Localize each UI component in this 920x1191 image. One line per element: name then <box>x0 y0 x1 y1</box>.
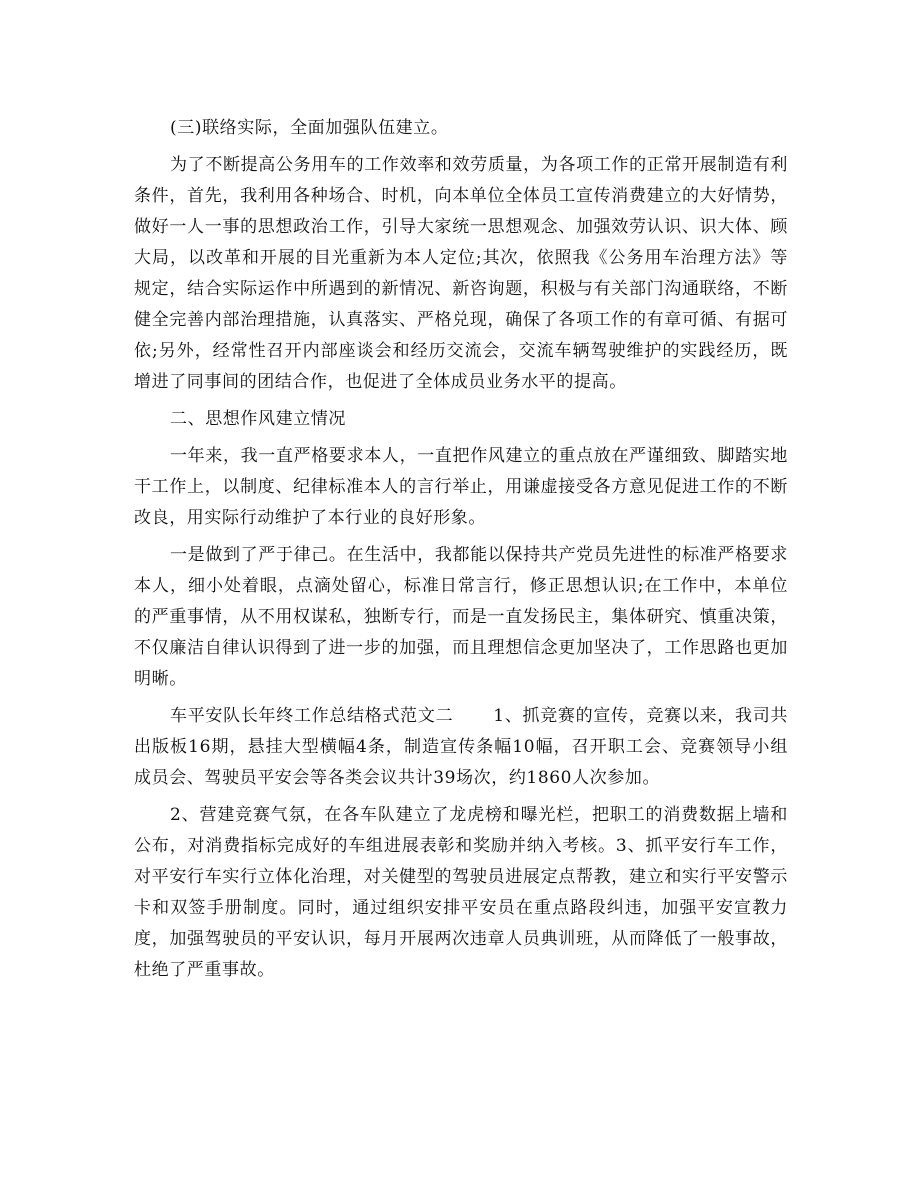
paragraph-self-discipline: 一是做到了严于律己。在生活中，我都能以保持共产党员先进性的标准严格要求本人，细小处着眼，点滴处留心，标准日常言行，修正思想认识;在工作中，本单位的严重事情，从不用权谋私，独断专行，而是一直发扬民主，集体研究、慎重决策，不仅廉洁自律认识得到了进一步的加强，而且理想信念更加坚决了，工作思路也更加明晰。 <box>134 545 788 689</box>
paragraph-team-building: 为了不断提高公务用车的工作效率和效劳质量，为各项工作的正常开展制造有利条件，首先，我利用各种场合、时机，向本单位全体员工宣传消费建立的大好情势，做好一人一事的思想政治工作，引导大家统一思想观念、加强效劳认识、识大体、顾大局，以改革和开展的目光重新为本人定位;其次，依照我《公务用车治理方法》等规定，结合实际运作中所遇到的新情况、新咨询题，积极与有关部门沟通联络，不断健全完善内部治理措施，认真落实、严格兑现，确保了各项工作的有章可循、有据可依;另外，经常性召开内部座谈会和经历交流会，交流车辆驾驶维护的实践经历，既增进了同事间的团结合作，也促进了全体成员业务水平的提高。 <box>134 155 788 392</box>
sample-title: 车平安队长年终工作总结格式范文二 <box>170 706 454 726</box>
document-body <box>134 113 788 992</box>
section-heading-3: (三)联络实际，全面加强队伍建立。 <box>170 118 449 138</box>
paragraph-competition-promotion <box>134 701 788 794</box>
paragraph-work-style: 一年来，我一直严格要求本人，一直把作风建立的重点放在严谨细致、脚踏实地干工作上，以制度、纪律标准本人的言行举止，用谦虚接受各方意见促进工作的不断改良，用实际行动维护了本行业的良好形象。 <box>134 446 788 528</box>
paragraph-competition-atmosphere: 2、营建竞赛气氛，在各车队建立了龙虎榜和曝光栏，把职工的消费数据上墙和公布，对消费指标完成好的车组进展表彰和奖励并纳入考核。3、抓平安行车工作，对平安行车实行立体化治理，对关健型的驾驶员进展定点帮教，建立和实行平安警示卡和双签手册制度。同时，通过组织安排平安员在重点路段纠违，加强平安宣教力度，加强驾驶员的平安认识，每月开展两次违章人员典训班，从而降低了一般事故，杜绝了严重事故。 <box>134 805 788 980</box>
competition-promotion-text: 1、抓竞赛的宣传，竞赛以来，我司共出版板16期，悬挂大型横幅4条，制造宣传条幅10幅，召开职工会、竞赛领导小组成员会、驾驶员平安会等各类会议共计39场次，约1860人次参加。 <box>134 706 788 788</box>
section-heading-2: 二、思想作风建立情况 <box>170 409 346 429</box>
